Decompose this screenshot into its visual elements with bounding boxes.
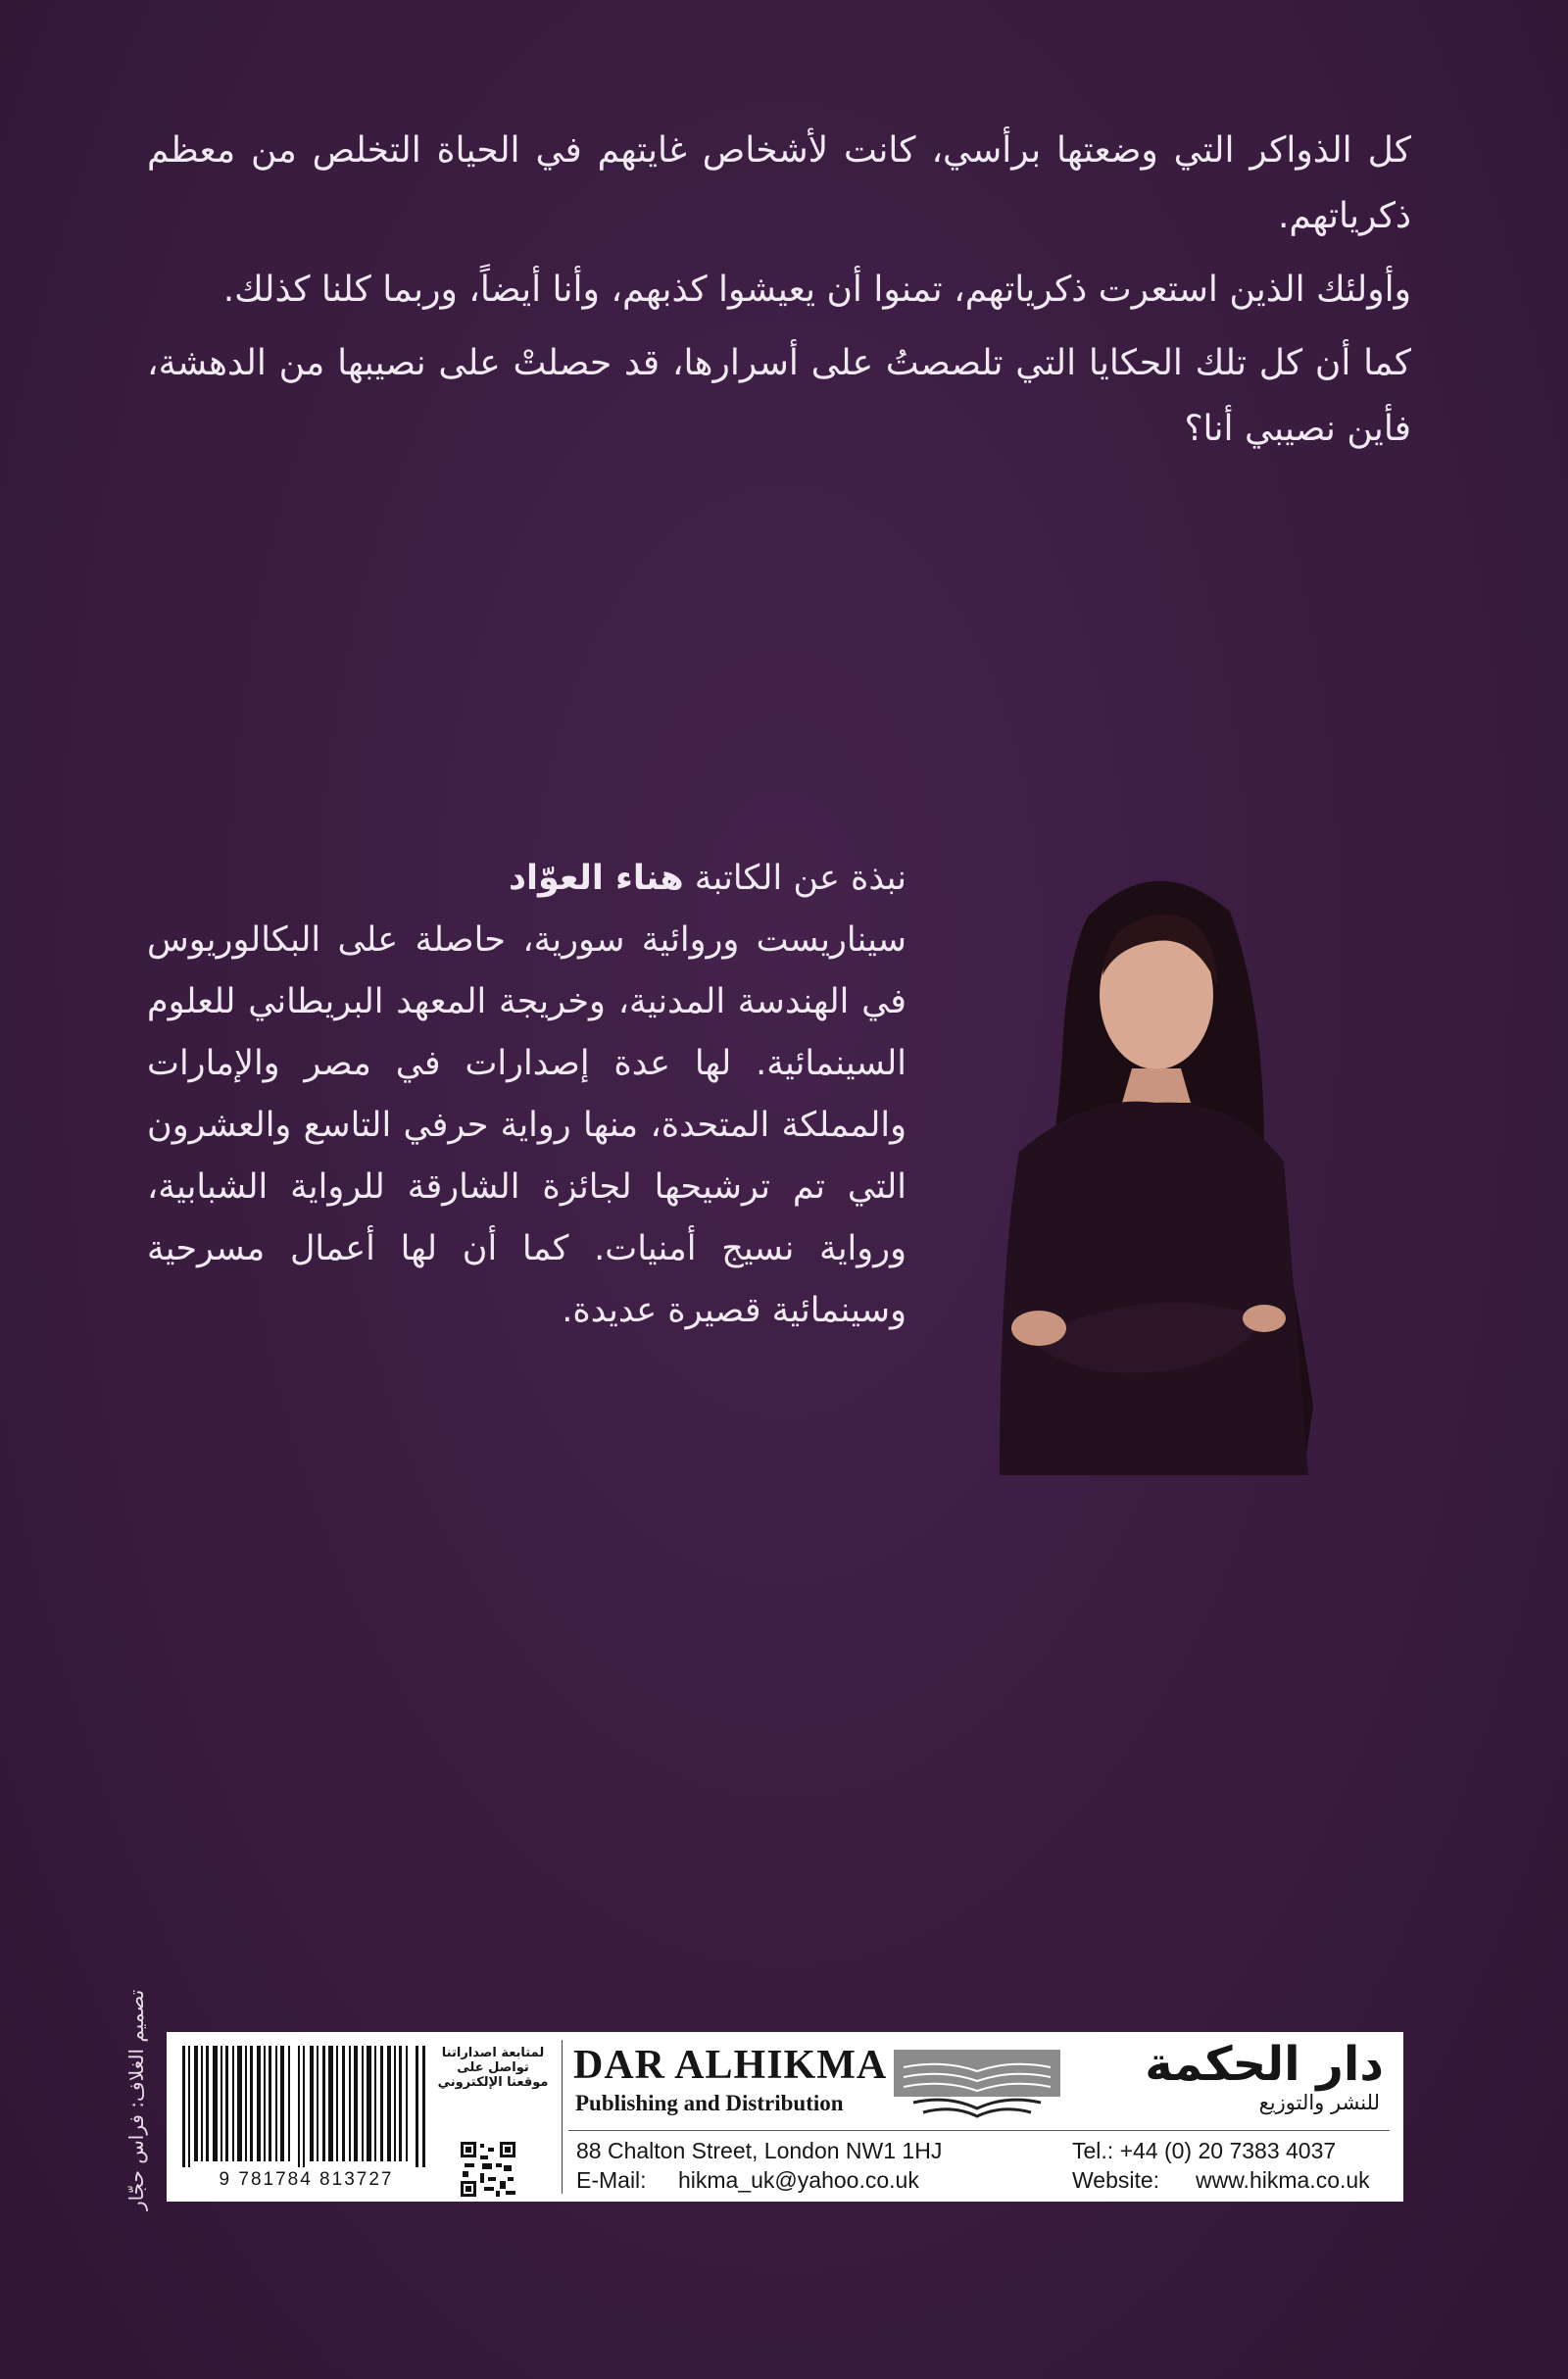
bio-heading-prefix: نبذة عن الكاتبة	[694, 859, 906, 898]
follow-line-3: موقعنا الإلكتروني	[437, 2075, 549, 2090]
blurb-paragraph-2: وأولئك الذين استعرت ذكرياتهم، تمنوا أن يعيشوا كذبهم، وأنا أيضاً، وربما كلنا كذلك.	[222, 270, 1411, 310]
divider	[562, 2040, 563, 2194]
blurb	[147, 118, 1411, 470]
cover-design-credit: تصميم الغلاف: فراس حجّار	[124, 1989, 148, 2210]
follow-line-1: لمتابعة اصداراتنا	[441, 2046, 545, 2060]
publisher-subtitle-en: Publishing and Distribution	[575, 2091, 844, 2115]
publisher-imprint	[167, 2032, 1403, 2202]
website-label: Website:	[1072, 2167, 1160, 2193]
divider	[568, 2130, 1390, 2131]
barcode-icon	[180, 2046, 430, 2167]
isbn-number: 9 781784 813727	[219, 2169, 394, 2190]
email-label: E-Mail:	[576, 2167, 647, 2193]
open-book-logo-icon	[894, 2046, 1060, 2120]
follow-line-2: تواصل على	[457, 2060, 529, 2075]
qr-code-icon	[461, 2142, 515, 2197]
bio-heading	[147, 848, 906, 910]
publisher-address: 88 Chalton Street, London NW1 1HJ	[576, 2138, 943, 2163]
publisher-email: hikma_uk@yahoo.co.uk	[678, 2167, 919, 2193]
bio-text: سيناريست وروائية سورية، حاصلة على البكالوريوس في الهندسة المدنية، وخريجة المعهد البريطاني للعلوم السينمائية. لها عدة إصدارات في مصر والإمارات والمملكة المتحدة، منها رواية حرفي التاسع والعشرون التي تم ترشيحها لجائزة الشارقة للرواية الشبابية، ورواية نسيج أمنيات. كما أن لها أعمال مسرحية وسينمائية قصيرة عديدة.	[147, 920, 906, 1330]
blurb-paragraph-3: كما أن كل تلك الحكايا التي تلصصتُ على أسرارها، قد حصلتْ على نصيبها من الدهشة، فأين نصيبي أنا؟	[147, 343, 1411, 449]
follow-us-text	[429, 2046, 557, 2090]
publisher-website: www.hikma.co.uk	[1196, 2167, 1370, 2193]
author-photo	[970, 858, 1352, 1475]
publisher-name-ar: دار الحكمة	[1145, 2037, 1384, 2092]
author-name: هناء العوّاد	[509, 859, 684, 898]
blurb-paragraph-1: كل الذواكر التي وضعتها برأسي، كانت لأشخاص غايتهم في الحياة التخلص من معظم ذكرياتهم.	[147, 130, 1411, 236]
author-bio	[147, 848, 906, 1342]
publisher-subtitle-ar: للنشر والتوزيع	[1258, 2091, 1380, 2114]
publisher-name-en: DAR ALHIKMA	[573, 2043, 888, 2088]
publisher-phone: Tel.: +44 (0) 20 7383 4037	[1072, 2138, 1337, 2163]
